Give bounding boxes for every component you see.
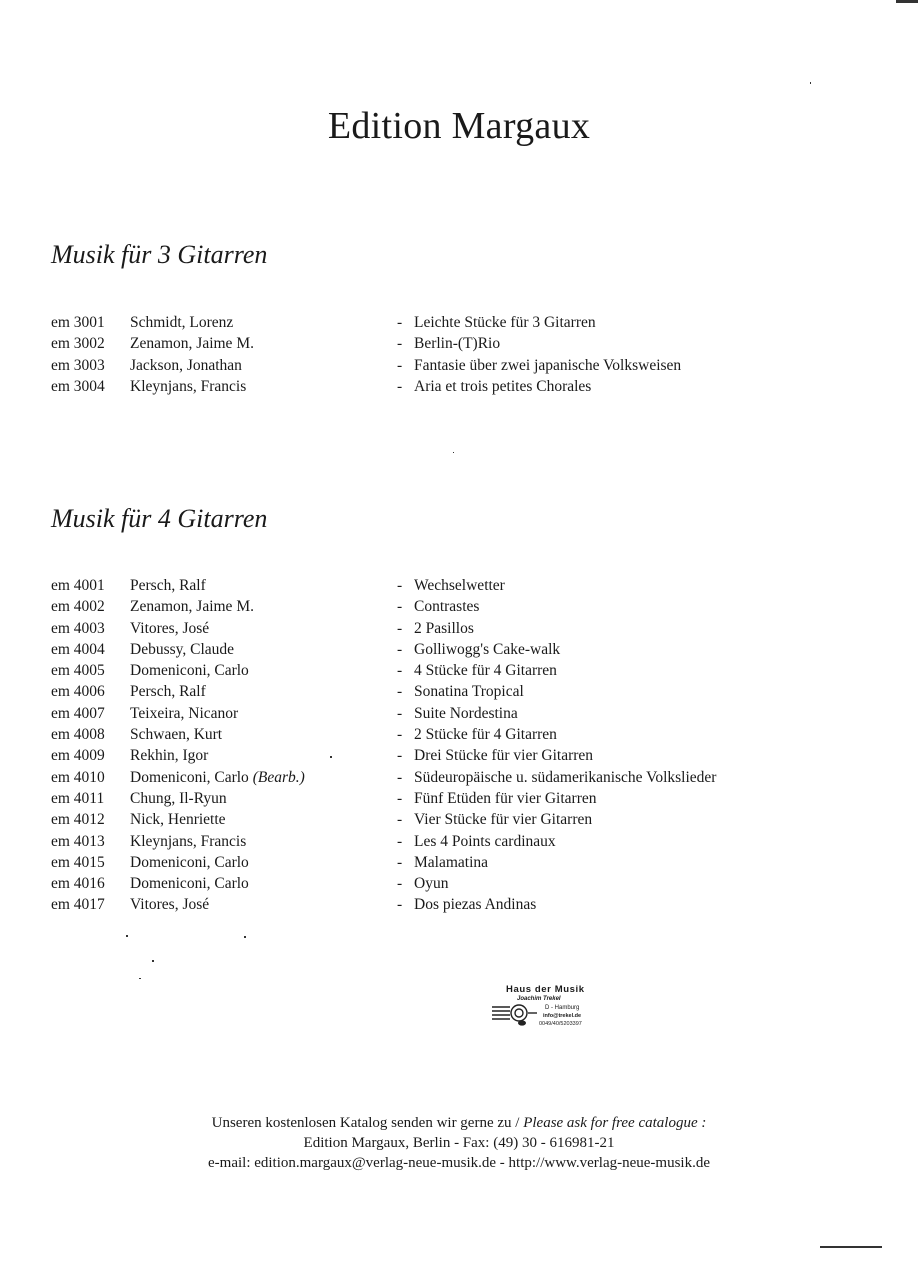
- catalog-number: em 4001: [51, 577, 105, 594]
- composer-name: Zenamon, Jaime M.: [130, 335, 254, 353]
- scan-speck: [244, 936, 246, 938]
- work-title: Fantasie über zwei japanische Volksweisen: [414, 356, 682, 374]
- scan-mark: [896, 0, 918, 3]
- footer-catalogue-de: Unseren kostenlosen Katalog senden wir gerne zu /: [211, 1115, 520, 1131]
- composer-name: Schwaen, Kurt: [130, 726, 223, 744]
- composer-cell: [130, 896, 209, 914]
- composer-name: Kleynjans, Francis: [130, 377, 247, 395]
- composer-cell: [130, 790, 227, 808]
- footer-contact-line: e-mail: edition.margaux@verlag-neue-musik.de - http://www.verlag-neue-musik.de: [208, 1155, 710, 1171]
- scan-speck: [810, 82, 811, 84]
- scan-speck: [453, 452, 454, 453]
- composer-cell: [130, 683, 206, 701]
- stamp-email: info@trekel.de: [543, 1013, 582, 1019]
- work-title: Golliwogg's Cake-walk: [414, 640, 561, 658]
- section-heading-3-guitars: Musik für 3 Gitarren: [51, 240, 268, 269]
- composer-cell: [130, 747, 208, 765]
- catalog-number: em 4013: [51, 832, 105, 850]
- separator-dash: -: [397, 789, 403, 807]
- separator-dash: -: [397, 619, 403, 637]
- composer-cell: [130, 726, 222, 744]
- work-title: 2 Pasillos: [414, 619, 474, 637]
- separator-dash: -: [397, 640, 403, 658]
- work-title: Drei Stücke für vier Gitarren: [414, 747, 594, 765]
- composer-cell: [130, 811, 226, 829]
- work-title: 4 Stücke für 4 Gitarren: [414, 662, 557, 680]
- catalog-number: em 4007: [51, 704, 105, 722]
- composer-cell: [130, 641, 234, 659]
- section-heading-4-guitars: Musik für 4 Gitarren: [51, 504, 268, 533]
- stamp-owner: Joachim Trekel: [517, 996, 561, 1002]
- separator-dash: -: [397, 356, 403, 374]
- separator-dash: -: [397, 577, 403, 594]
- separator-dash: -: [397, 811, 403, 829]
- separator-dash: -: [397, 704, 403, 722]
- separator-dash: -: [397, 335, 403, 353]
- composer-name: Chung, Il-Ryun: [130, 789, 227, 807]
- work-title: Wechselwetter: [414, 577, 505, 594]
- catalog-number: em 4008: [51, 726, 105, 744]
- catalog-number: em 4012: [51, 811, 105, 829]
- composer-name: Persch, Ralf: [130, 577, 206, 594]
- work-title: Les 4 Points cardinaux: [414, 832, 556, 850]
- composer-cell: [130, 854, 249, 872]
- composer-cell: [130, 875, 249, 893]
- composer-name: Nick, Henriette: [130, 811, 226, 829]
- separator-dash: -: [397, 726, 403, 744]
- work-title: Sonatina Tropical: [414, 683, 524, 701]
- composer-cell: [130, 378, 246, 396]
- composer-name: Persch, Ralf: [130, 683, 206, 701]
- work-title: Fünf Etüden für vier Gitarren: [414, 789, 597, 807]
- composer-note: (Bearb.): [252, 768, 305, 786]
- composer-cell: [130, 335, 254, 353]
- composer-name: Domeniconi, Carlo: [130, 662, 249, 680]
- separator-dash: -: [397, 853, 403, 871]
- work-title: Contrastes: [414, 598, 480, 616]
- composer-name: Teixeira, Nicanor: [130, 704, 239, 722]
- work-title: Aria et trois petites Chorales: [414, 377, 592, 395]
- footer-catalogue-en: Please ask for free catalogue :: [523, 1115, 707, 1131]
- catalog-number: em 4011: [51, 789, 105, 807]
- composer-cell: [130, 598, 254, 616]
- separator-dash: -: [397, 683, 403, 701]
- separator-dash: -: [397, 747, 403, 765]
- scan-speck: [330, 756, 332, 758]
- composer-name: Debussy, Claude: [130, 640, 235, 658]
- composer-cell: [130, 577, 206, 595]
- composer-name: Domeniconi, Carlo: [130, 875, 249, 893]
- stamp-phone: 0049/40/5203397: [539, 1021, 582, 1027]
- composer-name: Rekhin, Igor: [130, 747, 209, 765]
- work-title: Oyun: [414, 875, 449, 893]
- catalog-number: em 4010: [51, 768, 105, 786]
- catalog-number: em 3001: [51, 314, 105, 331]
- work-title: Leichte Stücke für 3 Gitarren: [414, 314, 596, 331]
- composer-cell: [130, 662, 249, 680]
- catalog-number: em 4002: [51, 598, 105, 616]
- catalog-number: em 4006: [51, 683, 105, 701]
- separator-dash: -: [397, 662, 403, 680]
- composer-cell: [130, 705, 238, 723]
- work-title: Malamatina: [414, 853, 489, 871]
- composer-name: Vitores, José: [130, 896, 210, 914]
- stamp-name: Haus der Musik: [506, 984, 585, 995]
- dealer-stamp: [492, 984, 617, 1034]
- catalog-number: em 4009: [51, 747, 105, 765]
- composer-cell: [130, 314, 233, 332]
- scan-speck: [152, 960, 154, 962]
- separator-dash: -: [397, 377, 403, 395]
- footer-address-line: Edition Margaux, Berlin - Fax: (49) 30 - 616981-21: [303, 1135, 615, 1151]
- separator-dash: -: [397, 832, 403, 850]
- composer-cell: [130, 357, 242, 375]
- composer-cell: [130, 833, 246, 851]
- scan-speck: [139, 978, 141, 979]
- composer-name: Jackson, Jonathan: [130, 356, 242, 374]
- work-title: Berlin-(T)Rio: [414, 335, 501, 353]
- stamp-city: D - Hamburg: [545, 1005, 580, 1011]
- separator-dash: -: [397, 875, 403, 893]
- catalog-number: em 3002: [51, 335, 105, 353]
- composer-cell: [130, 620, 209, 638]
- scan-speck: [126, 935, 128, 937]
- catalog-number: em 4015: [51, 853, 105, 871]
- catalog-number: em 4017: [51, 896, 105, 914]
- work-title: Vier Stücke für vier Gitarren: [414, 811, 593, 829]
- separator-dash: -: [397, 768, 403, 786]
- work-title: Südeuropäische u. südamerikanische Volkslieder: [414, 768, 717, 786]
- composer-name: Domeniconi, Carlo: [130, 853, 249, 871]
- separator-dash: -: [397, 598, 403, 616]
- composer-cell: [130, 769, 305, 787]
- page-title: Edition Margaux: [327, 105, 591, 147]
- catalog-number: em 3003: [51, 356, 105, 374]
- catalog-number: em 4003: [51, 619, 105, 637]
- separator-dash: -: [397, 896, 403, 914]
- work-title: Suite Nordestina: [414, 704, 518, 722]
- catalog-number: em 4005: [51, 662, 105, 680]
- composer-name: Vitores, José: [130, 619, 210, 637]
- composer-name: Kleynjans, Francis: [130, 832, 247, 850]
- composer-name: Domeniconi, Carlo: [130, 768, 249, 786]
- separator-dash: -: [397, 314, 403, 331]
- catalog-number: em 4016: [51, 875, 105, 893]
- footer-catalogue-line: [0, 1115, 918, 1132]
- composer-name: Zenamon, Jaime M.: [130, 598, 254, 616]
- work-title: Dos piezas Andinas: [414, 896, 537, 914]
- music-note-logo-icon: [492, 1002, 538, 1028]
- scan-mark: [820, 1246, 882, 1248]
- composer-name: Schmidt, Lorenz: [130, 314, 234, 331]
- catalog-number: em 4004: [51, 640, 105, 658]
- catalog-number: em 3004: [51, 377, 105, 395]
- work-title: 2 Stücke für 4 Gitarren: [414, 726, 557, 744]
